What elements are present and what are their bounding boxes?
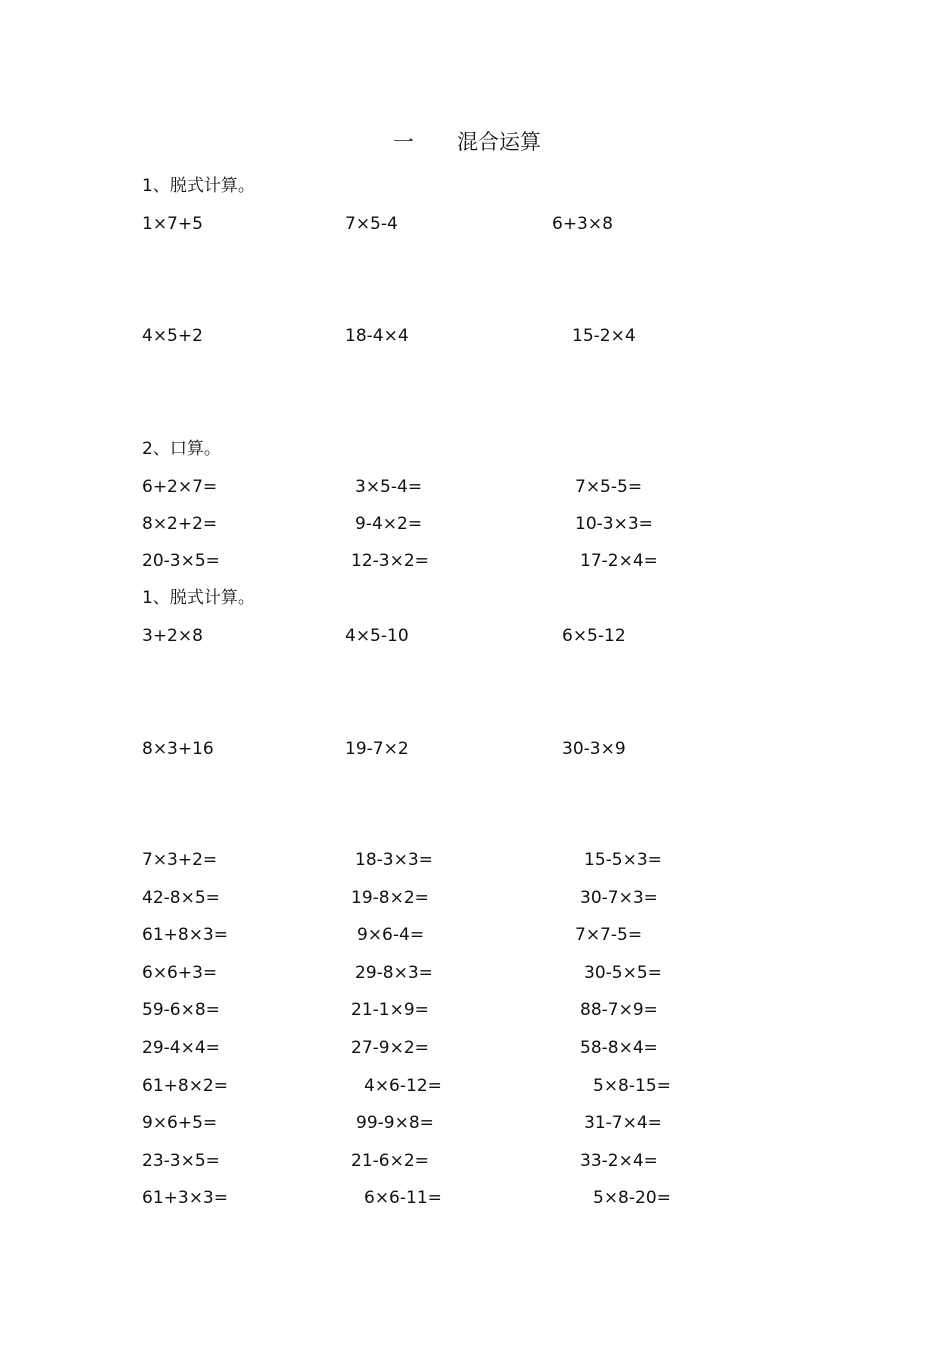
problem: 17-2×4= xyxy=(580,551,658,571)
problem-row xyxy=(0,1036,950,1060)
problem: 29-8×3= xyxy=(355,963,433,983)
page-title xyxy=(0,126,950,158)
problem: 12-3×2= xyxy=(351,551,429,571)
problem: 9×6+5= xyxy=(142,1113,218,1133)
problem: 33-2×4= xyxy=(580,1151,658,1171)
problem-row xyxy=(0,1149,950,1173)
problem: 30-3×9 xyxy=(562,739,626,759)
problem: 30-7×3= xyxy=(580,888,658,908)
problem-row xyxy=(0,475,950,499)
problem: 99-9×8= xyxy=(356,1113,434,1133)
problem: 7×3+2= xyxy=(142,850,218,870)
problem-row xyxy=(0,512,950,536)
problem: 27-9×2= xyxy=(351,1038,429,1058)
problem: 1×7+5 xyxy=(142,214,203,234)
problem: 18-3×3= xyxy=(355,850,433,870)
problem-row xyxy=(0,848,950,872)
problem: 30-5×5= xyxy=(584,963,662,983)
problem-row xyxy=(0,998,950,1022)
problem-row xyxy=(0,549,950,573)
problem-row xyxy=(0,961,950,985)
problem: 3×5-4= xyxy=(355,477,423,497)
section-heading: 2、口算。 xyxy=(142,439,221,459)
problem: 18-4×4 xyxy=(345,326,409,346)
problem: 19-8×2= xyxy=(351,888,429,908)
problem: 9-4×2= xyxy=(355,514,423,534)
title-number: 一 xyxy=(393,130,414,154)
problem: 6+3×8 xyxy=(552,214,613,234)
problem: 7×5-5= xyxy=(575,477,643,497)
problem-row xyxy=(0,886,950,910)
problem: 15-5×3= xyxy=(584,850,662,870)
problem: 8×3+16 xyxy=(142,739,214,759)
problem: 58-8×4= xyxy=(580,1038,658,1058)
title-text: 混合运算 xyxy=(457,130,541,154)
problem: 42-8×5= xyxy=(142,888,220,908)
problem: 61+3×3= xyxy=(142,1188,228,1208)
problem-row xyxy=(0,324,950,348)
problem: 31-7×4= xyxy=(584,1113,662,1133)
problem: 61+8×2= xyxy=(142,1076,228,1096)
problem: 9×6-4= xyxy=(357,925,425,945)
problem: 29-4×4= xyxy=(142,1038,220,1058)
problem: 23-3×5= xyxy=(142,1151,220,1171)
problem: 20-3×5= xyxy=(142,551,220,571)
problem: 5×8-20= xyxy=(593,1188,671,1208)
problem-row xyxy=(0,737,950,761)
problem: 3+2×8 xyxy=(142,626,203,646)
problem: 21-6×2= xyxy=(351,1151,429,1171)
problem-row xyxy=(0,1186,950,1210)
problem: 6×5-12 xyxy=(562,626,626,646)
problem: 10-3×3= xyxy=(575,514,653,534)
problem: 4×5+2 xyxy=(142,326,203,346)
problem: 19-7×2 xyxy=(345,739,409,759)
problem: 15-2×4 xyxy=(572,326,636,346)
problem: 21-1×9= xyxy=(351,1000,429,1020)
section-heading: 1、脱式计算。 xyxy=(142,176,255,196)
problem: 6×6-11= xyxy=(364,1188,442,1208)
problem-row xyxy=(0,1111,950,1135)
problem: 7×7-5= xyxy=(575,925,643,945)
problem-row xyxy=(0,624,950,648)
problem-row xyxy=(0,923,950,947)
problem: 61+8×3= xyxy=(142,925,228,945)
problem: 88-7×9= xyxy=(580,1000,658,1020)
section-heading: 1、脱式计算。 xyxy=(142,588,255,608)
problem: 59-6×8= xyxy=(142,1000,220,1020)
problem: 5×8-15= xyxy=(593,1076,671,1096)
problem: 4×6-12= xyxy=(364,1076,442,1096)
problem: 7×5-4 xyxy=(345,214,398,234)
problem-row xyxy=(0,1074,950,1098)
problem-row xyxy=(0,212,950,236)
problem: 4×5-10 xyxy=(345,626,409,646)
problem: 6×6+3= xyxy=(142,963,218,983)
problem: 8×2+2= xyxy=(142,514,218,534)
problem: 6+2×7= xyxy=(142,477,218,497)
